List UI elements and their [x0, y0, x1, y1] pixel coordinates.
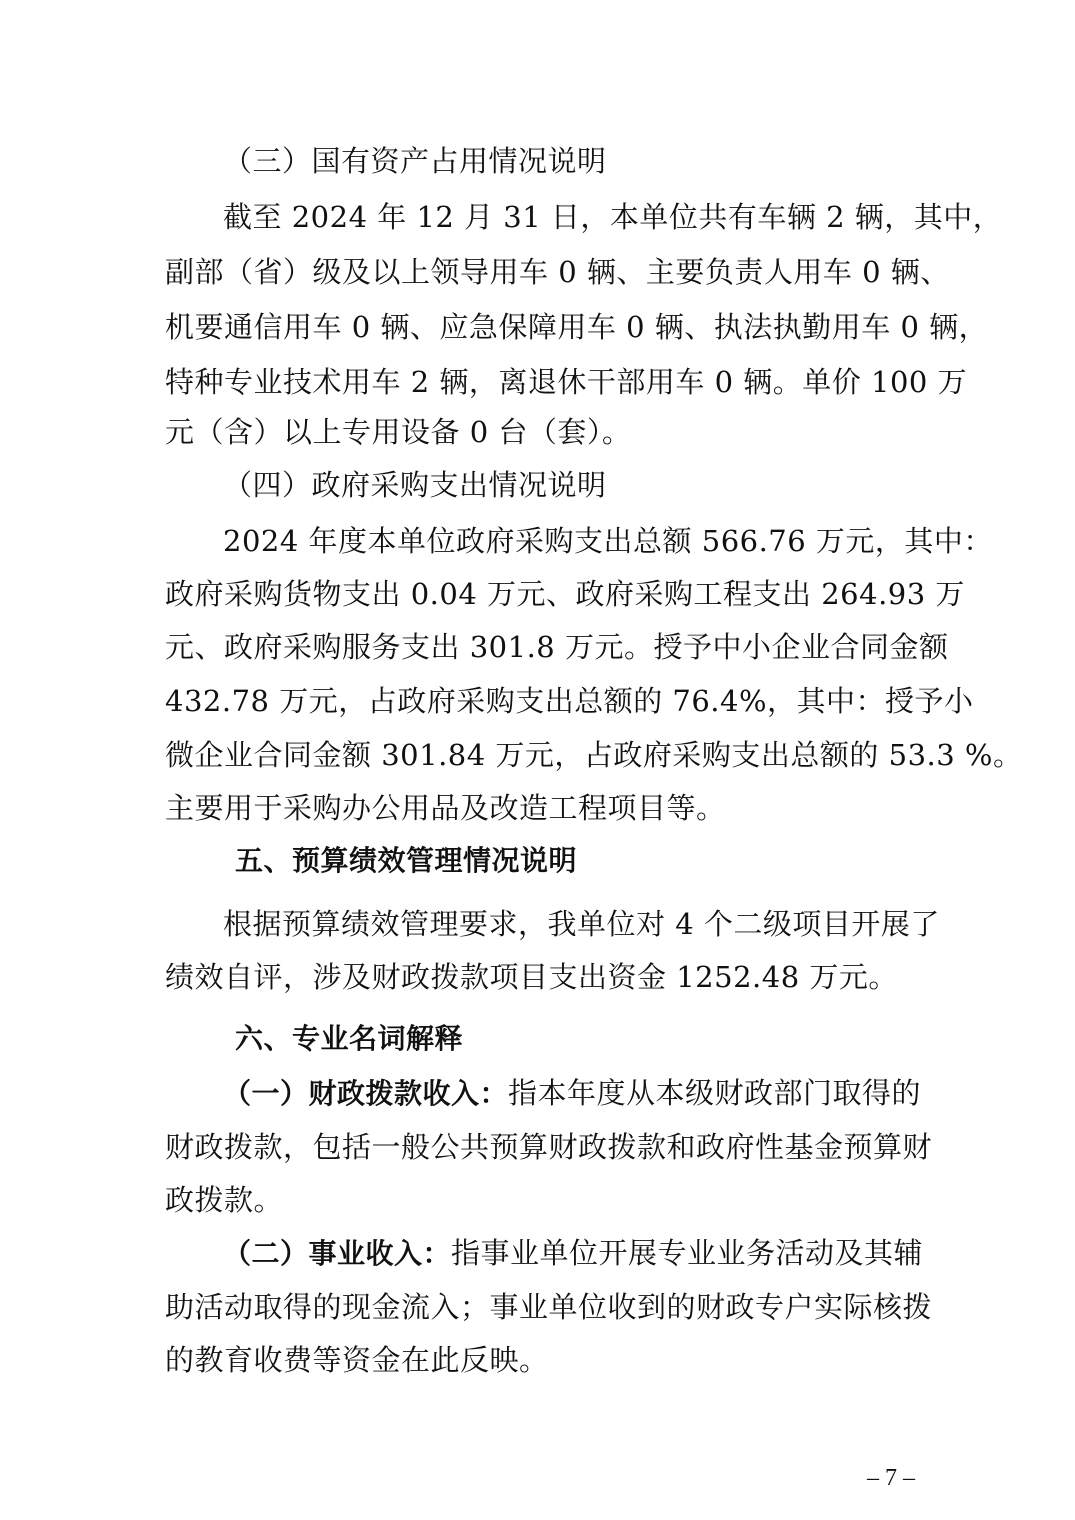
section-3-line-2: 副部（省）级及以上领导用车 0 辆、主要负责人用车 0 辆、 [165, 255, 950, 289]
section-4-line-3: 元、政府采购服务支出 301.8 万元。授予中小企业合同金额 [165, 630, 949, 664]
term-2-definition-start: 指事业单位开展专业业务活动及其辅 [451, 1236, 924, 1270]
section-3-line-5: 元（含）以上专用设备 0 台（套）。 [165, 415, 632, 449]
term-1-definition-start: 指本年度从本级财政部门取得的 [508, 1076, 922, 1110]
term-2-line-2: 助活动取得的现金流入；事业单位收到的财政专户实际核拨 [165, 1290, 933, 1324]
section-4-line-2: 政府采购货物支出 0.04 万元、政府采购工程支出 264.93 万 [165, 577, 965, 611]
section-3-line-4: 特种专业技术用车 2 辆，离退休干部用车 0 辆。单价 100 万 [165, 365, 968, 399]
section-4-line-6: 主要用于采购办公用品及改造工程项目等。 [165, 791, 726, 825]
section-5-heading: 五、预算绩效管理情况说明 [235, 844, 578, 877]
section-4-line-4: 432.78 万元，占政府采购支出总额的 76.4%，其中：授予小 [165, 684, 974, 718]
term-1-line-1 [223, 1066, 922, 1120]
page-number: – 7 – [867, 1465, 915, 1491]
term-2-label: （二）事业收入： [223, 1237, 452, 1270]
term-1-line-2: 财政拨款，包括一般公共预算财政拨款和政府性基金预算财 [165, 1130, 933, 1164]
section-3-line-3: 机要通信用车 0 辆、应急保障用车 0 辆、执法执勤用车 0 辆， [165, 310, 989, 344]
section-3-heading: （三）国有资产占用情况说明 [223, 144, 607, 178]
section-6-heading: 六、专业名词解释 [235, 1022, 464, 1055]
section-5-line-1: 根据预算绩效管理要求，我单位对 4 个二级项目开展了 [223, 907, 940, 941]
term-1-label: （一）财政拨款收入： [223, 1077, 509, 1110]
section-4-heading: （四）政府采购支出情况说明 [223, 468, 607, 502]
section-4-line-1: 2024 年度本单位政府采购支出总额 566.76 万元，其中： [223, 524, 993, 558]
term-2-line-1 [223, 1226, 924, 1280]
section-5-line-2: 绩效自评，涉及财政拨款项目支出资金 1252.48 万元。 [165, 960, 898, 994]
term-1-line-3: 政拨款。 [165, 1183, 284, 1217]
section-4-line-5: 微企业合同金额 301.84 万元，占政府采购支出总额的 53.3 %。 [165, 738, 1023, 772]
section-3-line-1: 截至 2024 年 12 月 31 日，本单位共有车辆 2 辆，其中， [223, 200, 1003, 234]
term-2-line-3: 的教育收费等资金在此反映。 [165, 1343, 549, 1377]
